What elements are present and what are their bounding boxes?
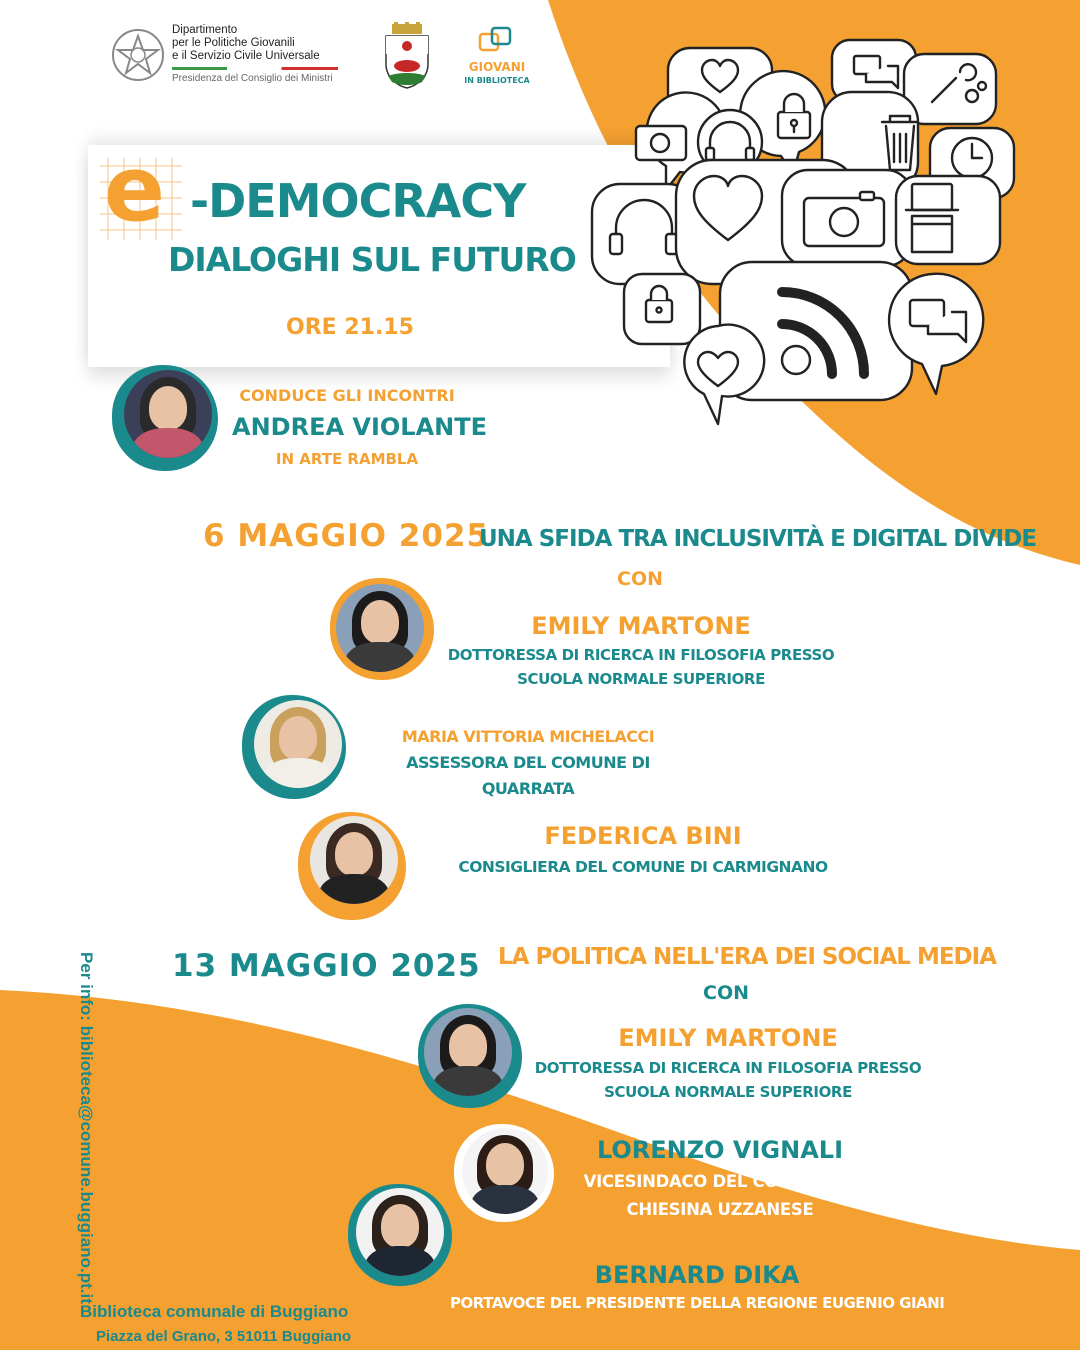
title-line-2: DIALOGHI SUL FUTURO	[168, 240, 576, 279]
event1-date: 6 MAGGIO 2025	[203, 518, 490, 554]
event1-topic: UNA SFIDA TRA INCLUSIVITÀ E DIGITAL DIVIDE	[479, 526, 1037, 552]
event2-with: CON	[703, 982, 749, 1004]
italian-republic-emblem-icon	[110, 26, 166, 84]
event1-with: CON	[617, 568, 663, 590]
bubble-laptop	[896, 176, 1000, 264]
event1-speaker2-name: MARIA VITTORIA MICHELACCI	[401, 727, 655, 746]
host-role: CONDUCE GLI INCONTRI	[239, 386, 455, 405]
event2-speaker1-role-line1: DOTTORESSA DI RICERCA IN FILOSOFIA PRESSO	[534, 1059, 922, 1077]
event1-speaker3-name: FEDERICA BINI	[544, 822, 742, 850]
venue-address: Piazza del Grano, 3 51011 Buggiano	[96, 1328, 352, 1345]
dept-line-3: e il Servizio Civile Universale	[172, 50, 320, 62]
event2-speaker2-name: LORENZO VIGNALI	[596, 1136, 844, 1164]
event1-speaker2-role-line2: QUARRATA	[481, 779, 575, 798]
speaker-photo	[310, 816, 398, 904]
giovani-in-biblioteca-logo-icon	[478, 26, 514, 58]
dept-subtitle: Presidenza del Consiglio dei Ministri	[172, 73, 333, 84]
in-biblioteca-text: IN BIBLIOTECA	[464, 76, 530, 85]
speaker-photo	[462, 1128, 548, 1214]
speaker-photo	[336, 584, 424, 672]
event2-date: 13 MAGGIO 2025	[172, 948, 481, 984]
title-e-letter: e	[104, 137, 166, 242]
flag-rule	[172, 67, 338, 70]
event1-speaker1-name: EMILY MARTONE	[531, 612, 751, 640]
event2-speaker3-name: BERNARD DIKA	[594, 1261, 800, 1289]
giovani-text: GIOVANI	[468, 60, 526, 74]
host-photo	[124, 370, 212, 458]
giovani-in-biblioteca-logo	[462, 26, 532, 92]
rss-feed-icon	[782, 346, 810, 374]
government-logo	[110, 24, 350, 88]
event1-speaker3-role-line1: CONSIGLIERA DEL COMUNE DI CARMIGNANO	[458, 858, 828, 876]
event2-speaker3-role-line1: PORTAVOCE DEL PRESIDENTE DELLA REGIONE EUGENIO GIANI	[450, 1294, 945, 1312]
host-alias: IN ARTE RAMBLA	[275, 450, 419, 468]
dept-line-1: Dipartimento	[172, 24, 238, 36]
event2-speaker1-role-line2: SCUOLA NORMALE SUPERIORE	[604, 1083, 852, 1101]
title-line-1: -DEMOCRACY	[190, 174, 526, 228]
buggiano-coat-of-arms-icon	[382, 22, 432, 90]
info-email-vertical[interactable]: Per info: biblioteca@comune.buggiano.pt.it	[77, 952, 96, 1304]
headphones-icon	[710, 122, 750, 152]
dept-name	[172, 24, 320, 63]
laptop-icon	[912, 184, 952, 210]
speaker-photo	[356, 1188, 444, 1276]
bubble-heart-bottom	[684, 325, 764, 424]
speaker-photo	[254, 700, 342, 788]
host-name: ANDREA VIOLANTE	[232, 413, 488, 441]
event-time: ORE 21.15	[286, 315, 414, 340]
bubble-padlock-small	[624, 274, 700, 344]
venue-name: Biblioteca comunale di Buggiano	[80, 1302, 349, 1321]
event2-speaker2-role-line2: CHIESINA UZZANESE	[626, 1200, 814, 1219]
event1-speaker2-role-line1: ASSESSORA DEL COMUNE DI	[406, 753, 650, 772]
speaker-photo	[424, 1008, 512, 1096]
bubble-camera-center	[782, 170, 912, 266]
social-icons-illustration	[590, 30, 1020, 440]
event1-speaker1-role-line2: SCUOLA NORMALE SUPERIORE	[517, 670, 765, 688]
dept-line-2: per le Politiche Giovanili	[172, 37, 295, 49]
event2-speaker2-role-line1: VICESINDACO DEL COMUNE DI	[583, 1172, 857, 1191]
event2-topic: LA POLITICA NELL'ERA DEI SOCIAL MEDIA	[498, 944, 996, 970]
event2-speaker1-name: EMILY MARTONE	[618, 1024, 838, 1052]
event1-speaker1-role-line1: DOTTORESSA DI RICERCA IN FILOSOFIA PRESSO	[447, 646, 835, 664]
